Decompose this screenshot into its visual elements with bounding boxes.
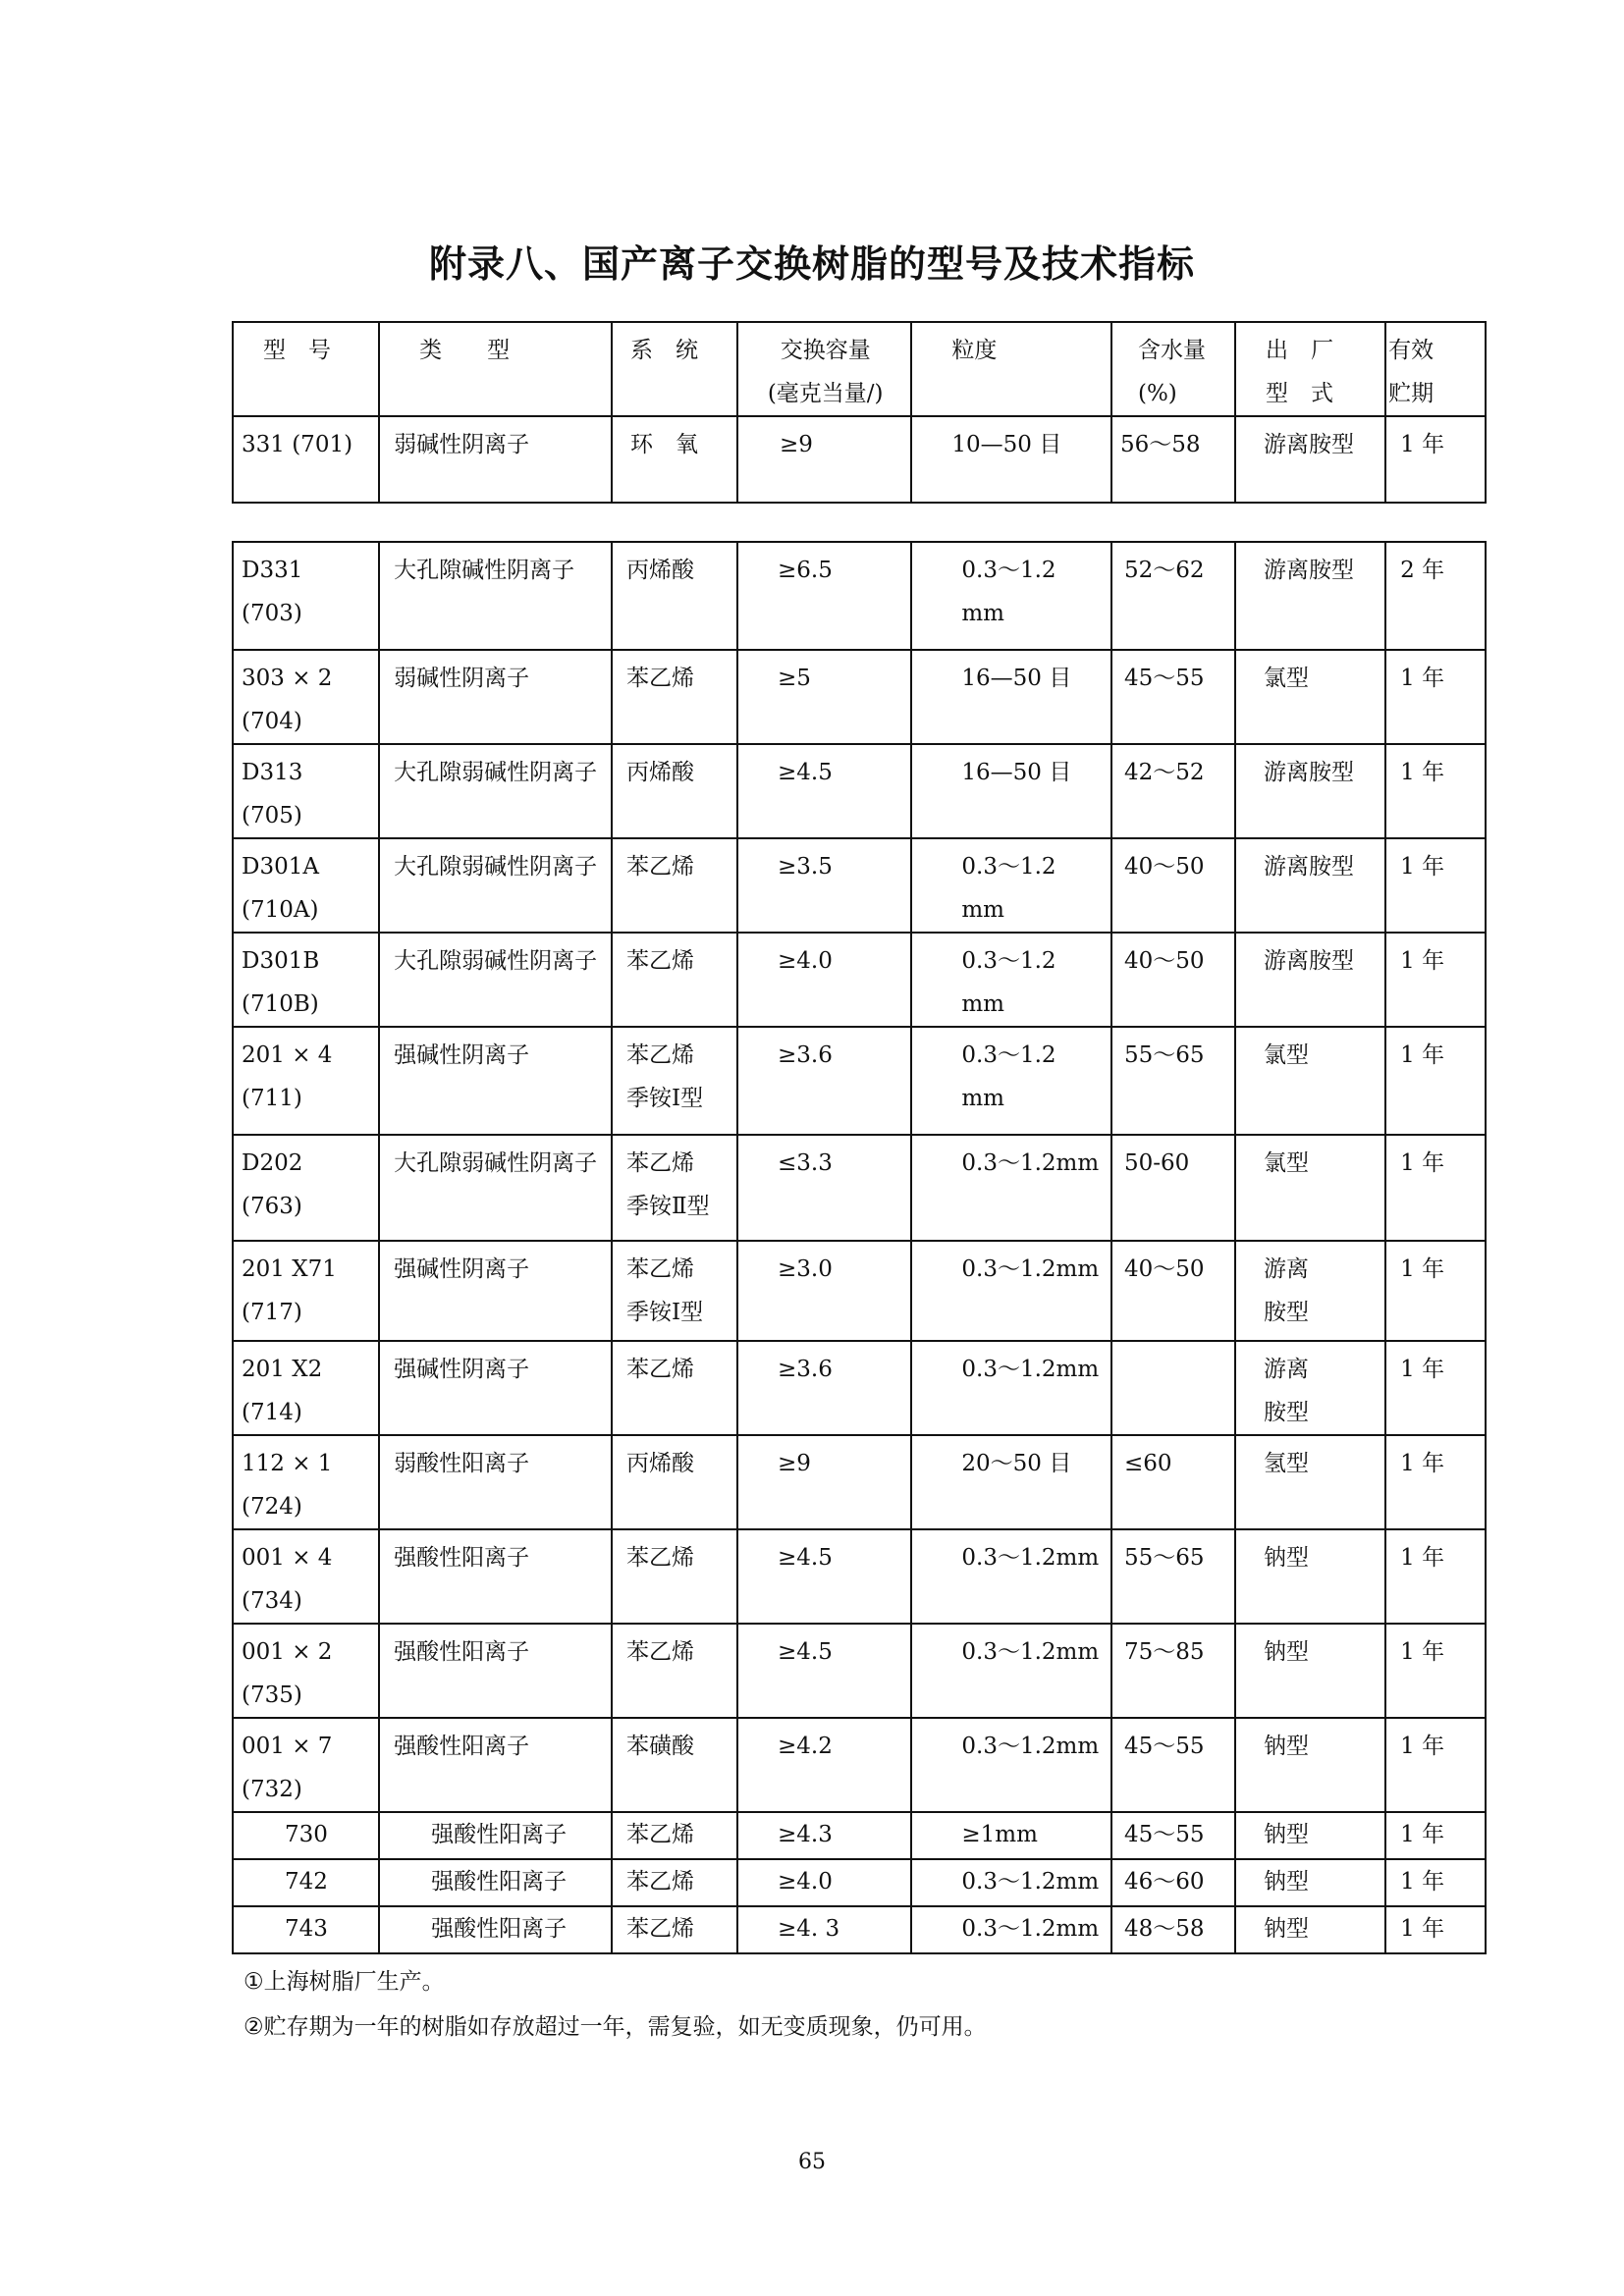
header-cell-type: 类 型 (379, 322, 612, 416)
cell-storage: 1 年 (1385, 1435, 1486, 1529)
table-row (233, 542, 1486, 650)
footnotes (244, 1959, 987, 2050)
cell-capacity: ≥3.5 (737, 838, 911, 933)
table-row (233, 1529, 1486, 1624)
cell-form: 氯型 (1235, 650, 1385, 744)
cell-granularity: 0.3～1.2mm (911, 1241, 1111, 1341)
cell-capacity: ≥4.3 (737, 1812, 911, 1859)
cell-storage: 1 年 (1385, 1906, 1486, 1953)
resin-table-body (232, 541, 1487, 1954)
cell-model: 201 × 4 (711) (233, 1027, 379, 1135)
cell-granularity: 20～50 目 (911, 1435, 1111, 1529)
cell-form: 游离胺型 (1235, 838, 1385, 933)
cell-granularity: ≥1mm (911, 1812, 1111, 1859)
cell-water: 75～85 (1111, 1624, 1235, 1718)
cell-form: 氢型 (1235, 1435, 1385, 1529)
cell-form: 游离胺型 (1235, 933, 1385, 1027)
cell-system: 苯乙烯 (612, 1529, 737, 1624)
cell-type: 强碱性阴离子 (379, 1241, 612, 1341)
header-cell-storage: 有效 贮期 (1385, 322, 1486, 416)
cell-model: D301B (710B) (233, 933, 379, 1027)
cell-system: 苯乙烯 (612, 1906, 737, 1953)
cell-storage: 1 年 (1385, 744, 1486, 838)
cell-type: 大孔隙弱碱性阴离子 (379, 838, 612, 933)
header-cell-granularity: 粒度 (911, 322, 1111, 416)
cell-water: 45～55 (1111, 1812, 1235, 1859)
cell-capacity: ≥3.6 (737, 1341, 911, 1435)
cell-storage: 1 年 (1385, 416, 1486, 503)
cell-storage: 1 年 (1385, 1812, 1486, 1859)
cell-storage: 1 年 (1385, 1529, 1486, 1624)
cell-capacity: ≥4.0 (737, 1859, 911, 1906)
cell-system: 丙烯酸 (612, 542, 737, 650)
cell-model: D331 (703) (233, 542, 379, 650)
cell-water: 40～50 (1111, 933, 1235, 1027)
cell-type: 弱碱性阴离子 (379, 650, 612, 744)
cell-storage: 1 年 (1385, 1624, 1486, 1718)
table-row (233, 1241, 1486, 1341)
cell-form: 游离胺型 (1235, 744, 1385, 838)
cell-storage: 2 年 (1385, 542, 1486, 650)
cell-capacity: ≥4.2 (737, 1718, 911, 1812)
cell-system: 苯乙烯 (612, 1341, 737, 1435)
cell-form: 游离 胺型 (1235, 1341, 1385, 1435)
cell-model: 742 (233, 1859, 379, 1906)
table-row (233, 1812, 1486, 1859)
cell-water: 50-60 (1111, 1135, 1235, 1241)
cell-capacity: ≥3.0 (737, 1241, 911, 1341)
cell-water: 42～52 (1111, 744, 1235, 838)
cell-capacity: ≥4.5 (737, 1624, 911, 1718)
header-cell-model: 型 号 (233, 322, 379, 416)
header-cell-capacity: 交换容量 (毫克当量/) (737, 322, 911, 416)
cell-type: 大孔隙弱碱性阴离子 (379, 933, 612, 1027)
cell-form: 游离胺型 (1235, 416, 1385, 503)
cell-granularity: 0.3～1.2mm (911, 1135, 1111, 1241)
cell-granularity: 0.3～1.2 mm (911, 542, 1111, 650)
cell-capacity: ≤3.3 (737, 1135, 911, 1241)
page-title: 附录八、国产离子交换树脂的型号及技术指标 (428, 242, 1195, 286)
cell-water (1111, 1341, 1235, 1435)
cell-type: 强酸性阳离子 (379, 1812, 612, 1859)
cell-model: 001 × 4 (734) (233, 1529, 379, 1624)
cell-system: 丙烯酸 (612, 744, 737, 838)
cell-water: 55～65 (1111, 1027, 1235, 1135)
cell-form: 氯型 (1235, 1027, 1385, 1135)
page-number: 65 (798, 2150, 826, 2174)
header-row (233, 322, 1486, 416)
cell-system: 苯乙烯 季铵Ⅰ型 (612, 1027, 737, 1135)
cell-form: 钠型 (1235, 1624, 1385, 1718)
cell-type: 大孔隙碱性阴离子 (379, 542, 612, 650)
header-cell-water: 含水量 (%) (1111, 322, 1235, 416)
cell-water: 52～62 (1111, 542, 1235, 650)
cell-water: 46～60 (1111, 1859, 1235, 1906)
cell-form: 游离胺型 (1235, 542, 1385, 650)
cell-water: 56～58 (1111, 416, 1235, 503)
cell-form: 游离 胺型 (1235, 1241, 1385, 1341)
table-row (233, 1027, 1486, 1135)
cell-system: 苯乙烯 (612, 838, 737, 933)
cell-form: 氯型 (1235, 1135, 1385, 1241)
table-row (233, 416, 1486, 503)
cell-granularity: 0.3～1.2 mm (911, 838, 1111, 933)
cell-type: 强酸性阳离子 (379, 1718, 612, 1812)
table-row (233, 1435, 1486, 1529)
cell-system: 丙烯酸 (612, 1435, 737, 1529)
cell-form: 钠型 (1235, 1906, 1385, 1953)
cell-storage: 1 年 (1385, 1027, 1486, 1135)
cell-system: 苯乙烯 (612, 1859, 737, 1906)
cell-form: 钠型 (1235, 1718, 1385, 1812)
cell-granularity: 0.3～1.2 mm (911, 1027, 1111, 1135)
cell-model: 743 (233, 1906, 379, 1953)
cell-model: D313 (705) (233, 744, 379, 838)
cell-capacity: ≥6.5 (737, 542, 911, 650)
table-row (233, 1718, 1486, 1812)
cell-type: 大孔隙弱碱性阴离子 (379, 744, 612, 838)
cell-granularity: 16—50 目 (911, 650, 1111, 744)
cell-system: 苯磺酸 (612, 1718, 737, 1812)
table-row (233, 1135, 1486, 1241)
cell-storage: 1 年 (1385, 1135, 1486, 1241)
cell-form: 钠型 (1235, 1859, 1385, 1906)
cell-type: 强碱性阴离子 (379, 1027, 612, 1135)
cell-model: 001 × 7 (732) (233, 1718, 379, 1812)
footnote: ②贮存期为一年的树脂如存放超过一年，需复验，如无变质现象，仍可用。 (244, 2014, 987, 2040)
cell-form: 钠型 (1235, 1529, 1385, 1624)
cell-capacity: ≥4.0 (737, 933, 911, 1027)
table-row (233, 1859, 1486, 1906)
cell-water: 40～50 (1111, 838, 1235, 933)
cell-storage: 1 年 (1385, 1341, 1486, 1435)
table-row (233, 744, 1486, 838)
cell-capacity: ≥9 (737, 1435, 911, 1529)
cell-model: 303 × 2 (704) (233, 650, 379, 744)
cell-granularity: 16—50 目 (911, 744, 1111, 838)
cell-type: 强酸性阳离子 (379, 1859, 612, 1906)
resin-table-header (232, 321, 1487, 504)
cell-storage: 1 年 (1385, 650, 1486, 744)
cell-capacity: ≥9 (737, 416, 911, 503)
cell-system: 苯乙烯 (612, 1812, 737, 1859)
header-cell-form: 出 厂 型 式 (1235, 322, 1385, 416)
cell-type: 弱酸性阳离子 (379, 1435, 612, 1529)
cell-granularity: 0.3～1.2mm (911, 1624, 1111, 1718)
cell-water: 40～50 (1111, 1241, 1235, 1341)
cell-water: 48～58 (1111, 1906, 1235, 1953)
cell-storage: 1 年 (1385, 1718, 1486, 1812)
cell-system: 苯乙烯 (612, 1624, 737, 1718)
cell-capacity: ≥4. 3 (737, 1906, 911, 1953)
cell-model: 730 (233, 1812, 379, 1859)
cell-granularity: 0.3～1.2mm (911, 1718, 1111, 1812)
cell-model: 001 × 2 (735) (233, 1624, 379, 1718)
cell-model: 331 (701) (233, 416, 379, 503)
cell-type: 大孔隙弱碱性阴离子 (379, 1135, 612, 1241)
cell-model: D301A (710A) (233, 838, 379, 933)
cell-model: D202 (763) (233, 1135, 379, 1241)
cell-granularity: 10—50 目 (911, 416, 1111, 503)
cell-capacity: ≥3.6 (737, 1027, 911, 1135)
table-row (233, 1906, 1486, 1953)
cell-system: 苯乙烯 (612, 933, 737, 1027)
cell-type: 强酸性阳离子 (379, 1906, 612, 1953)
cell-type: 弱碱性阴离子 (379, 416, 612, 503)
footnote: ①上海树脂厂生产。 (244, 1969, 445, 1995)
table-row (233, 933, 1486, 1027)
cell-form: 钠型 (1235, 1812, 1385, 1859)
cell-type: 强酸性阳离子 (379, 1624, 612, 1718)
cell-storage: 1 年 (1385, 1241, 1486, 1341)
table-row (233, 650, 1486, 744)
table-row (233, 1341, 1486, 1435)
cell-storage: 1 年 (1385, 933, 1486, 1027)
cell-capacity: ≥4.5 (737, 744, 911, 838)
cell-capacity: ≥4.5 (737, 1529, 911, 1624)
cell-capacity: ≥5 (737, 650, 911, 744)
cell-water: ≤60 (1111, 1435, 1235, 1529)
cell-water: 45～55 (1111, 1718, 1235, 1812)
table-row (233, 1624, 1486, 1718)
table-row (233, 838, 1486, 933)
cell-type: 强酸性阳离子 (379, 1529, 612, 1624)
cell-water: 55～65 (1111, 1529, 1235, 1624)
cell-water: 45～55 (1111, 650, 1235, 744)
cell-system: 苯乙烯 季铵Ⅱ型 (612, 1135, 737, 1241)
cell-type: 强碱性阴离子 (379, 1341, 612, 1435)
cell-granularity: 0.3～1.2mm (911, 1529, 1111, 1624)
cell-granularity: 0.3～1.2mm (911, 1906, 1111, 1953)
cell-granularity: 0.3～1.2 mm (911, 933, 1111, 1027)
cell-system: 环 氧 (612, 416, 737, 503)
cell-storage: 1 年 (1385, 838, 1486, 933)
cell-system: 苯乙烯 (612, 650, 737, 744)
cell-model: 112 × 1 (724) (233, 1435, 379, 1529)
header-cell-system: 系 统 (612, 322, 737, 416)
cell-granularity: 0.3～1.2mm (911, 1859, 1111, 1906)
cell-system: 苯乙烯 季铵Ⅰ型 (612, 1241, 737, 1341)
cell-model: 201 X2 (714) (233, 1341, 379, 1435)
cell-model: 201 X71 (717) (233, 1241, 379, 1341)
cell-granularity: 0.3～1.2mm (911, 1341, 1111, 1435)
cell-storage: 1 年 (1385, 1859, 1486, 1906)
